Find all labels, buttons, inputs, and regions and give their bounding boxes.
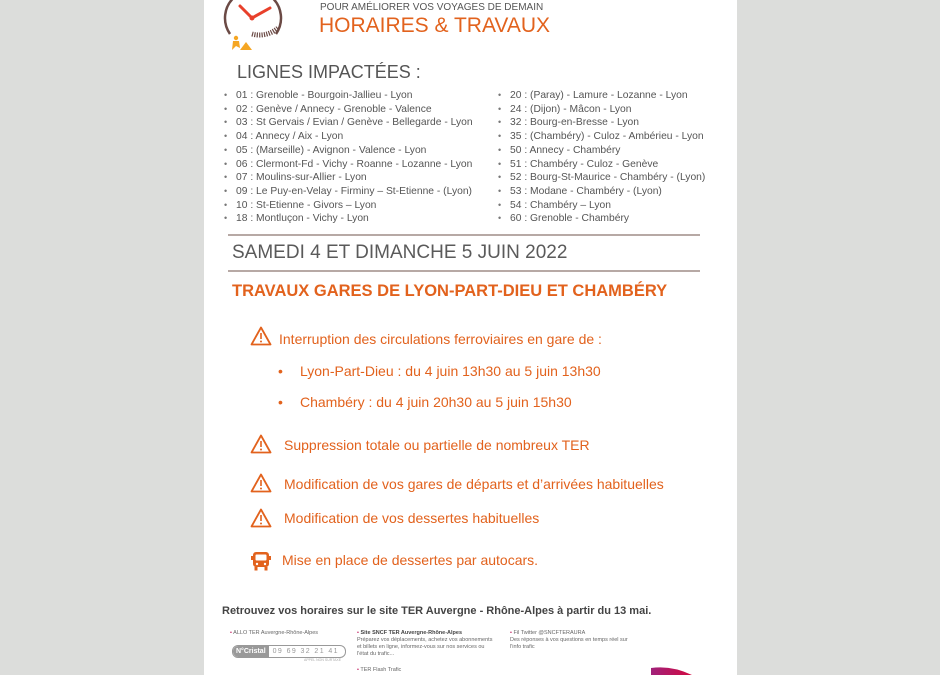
cristal-badge: N°Cristal [233,646,269,657]
ligne-item: • 24 : (Dijon) - Mâcon - Lyon [496,103,705,117]
ligne-item: • 02 : Genève / Annecy - Grenoble - Valence [222,103,473,117]
site-ter-label[interactable]: Site SNCF TER Auvergne-Rhône-Alpes [360,630,463,636]
allo-ter-label: • ALLO TER Auvergne-Rhône-Alpes [230,630,319,636]
lignes-list-left [222,89,473,226]
bullet: • [357,667,361,673]
site-ter-text: Préparez vos déplacements, achetez vos abonnements et billets en ligne, informez-vous sur nos services ou l'état du trafic... [357,637,493,657]
lignes-title: LIGNES IMPACTÉES : [237,62,421,82]
impact-autocars: Mise en place de dessertes par autocars. [282,552,539,568]
gare-item [278,394,572,410]
twitter-label[interactable]: Fil Twitter @SNCFTERAURA [513,630,586,636]
impact-interruption: Interruption des circulations ferroviaires en gare de : [279,331,602,347]
lignes-list-right [496,89,705,226]
impact-modif-gares: Modification de vos gares de départs et d’arrivées habituelles [284,476,664,492]
ligne-item: • 50 : Annecy - Chambéry [496,144,705,158]
ligne-item: • 60 : Grenoble - Chambéry [496,212,705,226]
divider [228,270,700,272]
warning-icon [250,326,272,346]
ligne-item: • 52 : Bourg-St-Maurice - Chambéry - (Lyon) [496,171,705,185]
gare-item [278,363,601,379]
travaux-title: TRAVAUX GARES DE LYON-PART-DIEU ET CHAMBÉRY [232,282,668,300]
bullet: • [230,630,234,636]
ligne-item: • 54 : Chambéry – Lyon [496,199,705,213]
bullet: • [510,630,514,636]
warning-icon [250,508,272,528]
ligne-item: • 32 : Bourg-en-Bresse - Lyon [496,116,705,130]
warning-icon [250,473,272,493]
gare-text: Lyon-Part-Dieu : du 4 juin 13h30 au 5 juin 13h30 [300,363,601,379]
cristal-number: 09 69 32 21 41 [272,648,339,655]
footer-retrouvez: Retrouvez vos horaires sur le site TER Auvergne - Rhône-Alpes à partir du 13 mai. [222,605,652,617]
flash-trafic-label: • TER Flash Trafic [357,667,402,673]
ligne-item: • 05 : (Marseille) - Avignon - Valence - Lyon [222,144,473,158]
ligne-item: • 35 : (Chambéry) - Culoz - Ambérieu - Lyon [496,130,705,144]
date-heading: SAMEDI 4 ET DIMANCHE 5 JUIN 2022 [232,242,568,263]
ligne-item: • 07 : Moulins-sur-Allier - Lyon [222,171,473,185]
ligne-item: • 06 : Clermont-Fd - Vichy - Roanne - Lozanne - Lyon [222,158,473,172]
ligne-item: • 01 : Grenoble - Bourgoin-Jallieu - Lyon [222,89,473,103]
bullet: • [357,630,361,636]
header-title: HORAIRES & TRAVAUX [319,14,551,37]
cristal-note: APPEL NON SURTAXÉ [304,658,342,662]
divider [228,234,700,236]
bullet: • [278,394,283,410]
clock-wrench-worker-icon [216,0,288,52]
gare-text: Chambéry : du 4 juin 20h30 au 5 juin 15h30 [300,394,572,410]
cristal-phone[interactable] [232,645,346,658]
ligne-item: • 18 : Montluçon - Vichy - Lyon [222,212,473,226]
impact-modif-dessertes: Modification de vos dessertes habituelles [284,510,540,526]
twitter-block [510,630,640,651]
ligne-item: • 04 : Annecy / Aix - Lyon [222,130,473,144]
site-ter-block [357,630,497,658]
header-subtitle: POUR AMÉLIORER VOS VOYAGES DE DEMAIN [320,2,544,13]
brand-swoosh [649,664,709,675]
ligne-item: • 20 : (Paray) - Lamure - Lozanne - Lyon [496,89,705,103]
bullet: • [278,363,283,379]
warning-icon [250,434,272,454]
ligne-item: • 09 : Le Puy-en-Velay - Firminy – St-Etienne - (Lyon) [222,185,473,199]
ligne-item: • 53 : Modane - Chambéry - (Lyon) [496,185,705,199]
twitter-text: Des réponses à vos questions en temps réel sur l'info trafic [510,637,628,650]
bus-icon [251,550,271,572]
document-page [204,0,737,675]
ligne-item: • 10 : St-Etienne - Givors – Lyon [222,199,473,213]
ligne-item: • 51 : Chambéry - Culoz - Genève [496,158,705,172]
impact-suppression: Suppression totale ou partielle de nombreux TER [284,437,590,453]
ligne-item: • 03 : St Gervais / Evian / Genève - Bellegarde - Lyon [222,116,473,130]
